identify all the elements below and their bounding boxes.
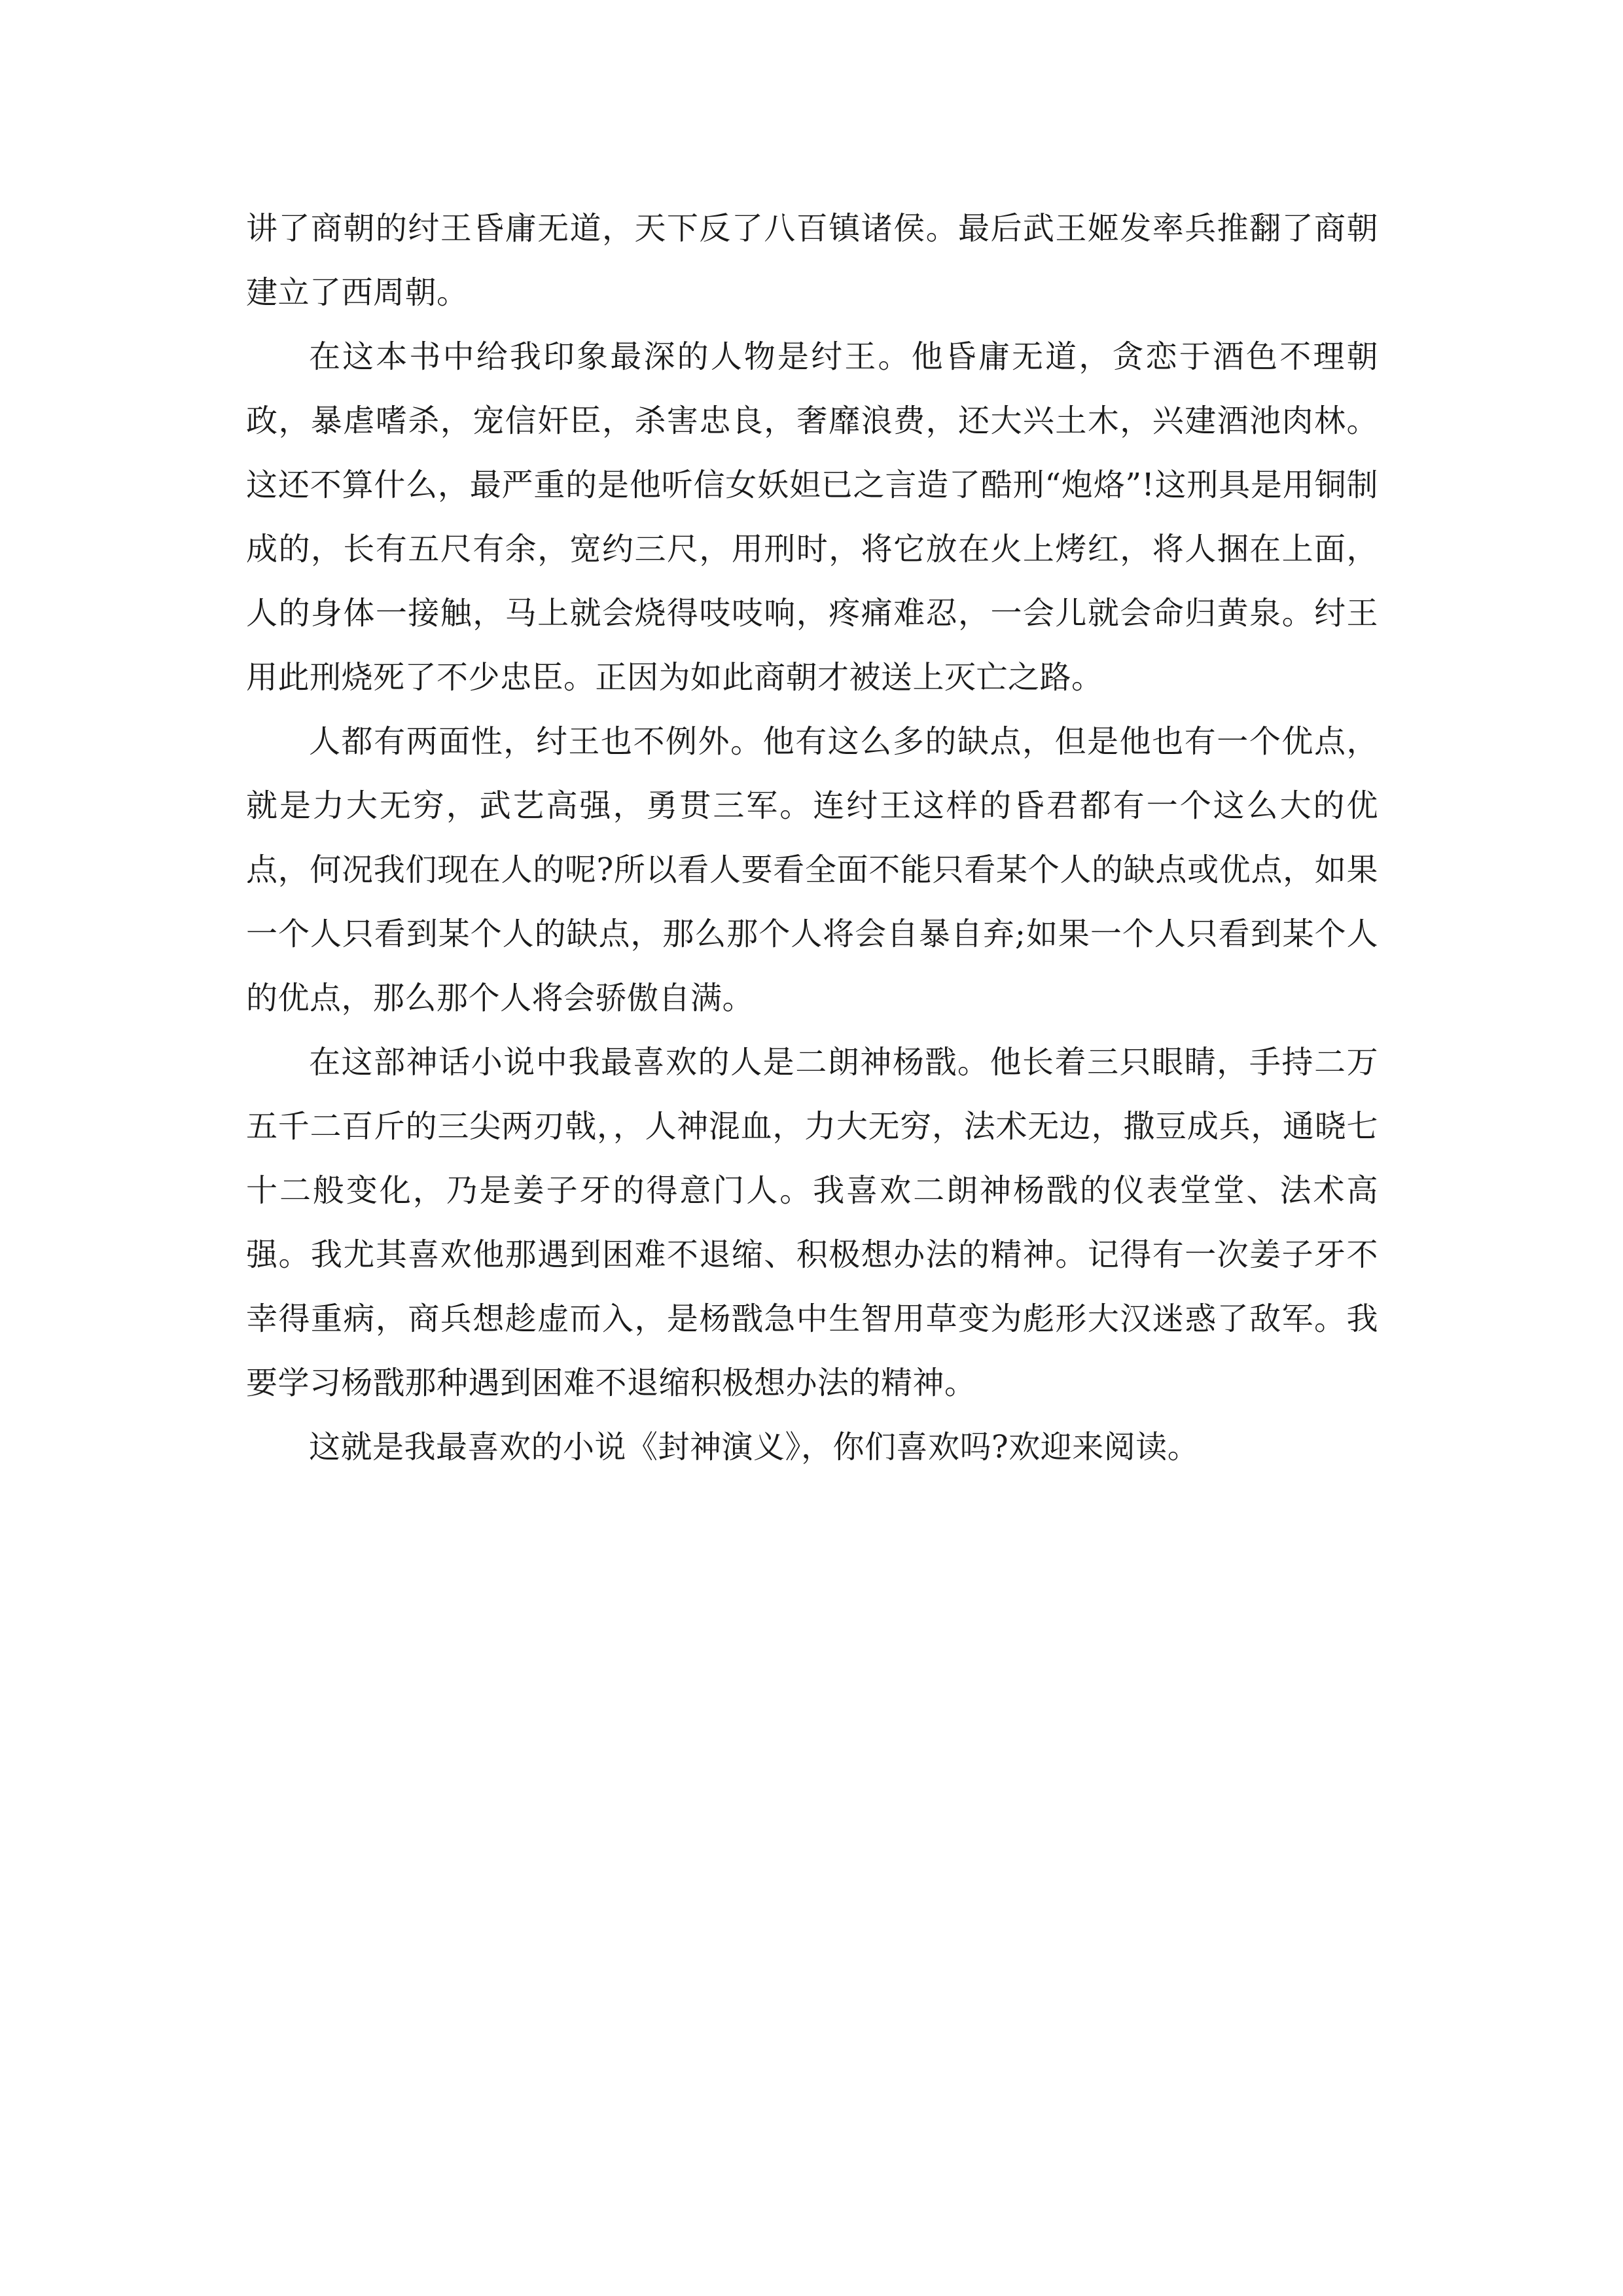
- paragraph-3: 人都有两面性，纣王也不例外。他有这么多的缺点，但是他也有一个优点，就是力大无穷，武艺高强，勇贯三军。连纣王这样的昏君都有一个这么大的优点，何况我们现在人的呢?所以看人要看全面不能只看某个人的缺点或优点，如果一个人只看到某个人的缺点，那么那个人将会自暴自弃;如果一个人只看到某个人的优点，那么那个人将会骄傲自满。: [246, 723, 1378, 1016]
- paragraph-1: 讲了商朝的纣王昏庸无道，天下反了八百镇诸侯。最后武王姬发率兵推翻了商朝建立了西周朝。: [246, 210, 1378, 311]
- paragraph-5: 这就是我最喜欢的小说《封神演义》，你们喜欢吗?欢迎来阅读。: [309, 1429, 1200, 1465]
- document-body: [246, 196, 1378, 1479]
- paragraph-2: 在这本书中给我印象最深的人物是纣王。他昏庸无道，贪恋于酒色不理朝政，暴虐嗜杀，宠信奸臣，杀害忠良，奢靡浪费，还大兴土木，兴建酒池肉林。这还不算什么，最严重的是他听信女妖妲已之言造了酷刑“炮烙”!这刑具是用铜制成的，长有五尺有余，宽约三尺，用刑时，将它放在火上烤红，将人捆在上面，人的身体一接触，马上就会烧得吱吱响，疼痛难忍，一会儿就会命归黄泉。纣王用此刑烧死了不少忠臣。正因为如此商朝才被送上灭亡之路。: [246, 338, 1378, 696]
- paragraph-4: 在这部神话小说中我最喜欢的人是二朗神杨戬。他长着三只眼睛，手持二万五千二百斤的三尖两刃戟，，人神混血，力大无穷，法术无边，撒豆成兵，通晓七十二般变化，乃是姜子牙的得意门人。我喜欢二朗神杨戬的仪表堂堂、法术高强。我尤其喜欢他那遇到困难不退缩、积极想办法的精神。记得有一次姜子牙不幸得重病，商兵想趁虚而入，是杨戬急中生智用草变为彪形大汉迷惑了敌军。我要学习杨戬那种遇到困难不退缩积极想办法的精神。: [246, 1044, 1378, 1401]
